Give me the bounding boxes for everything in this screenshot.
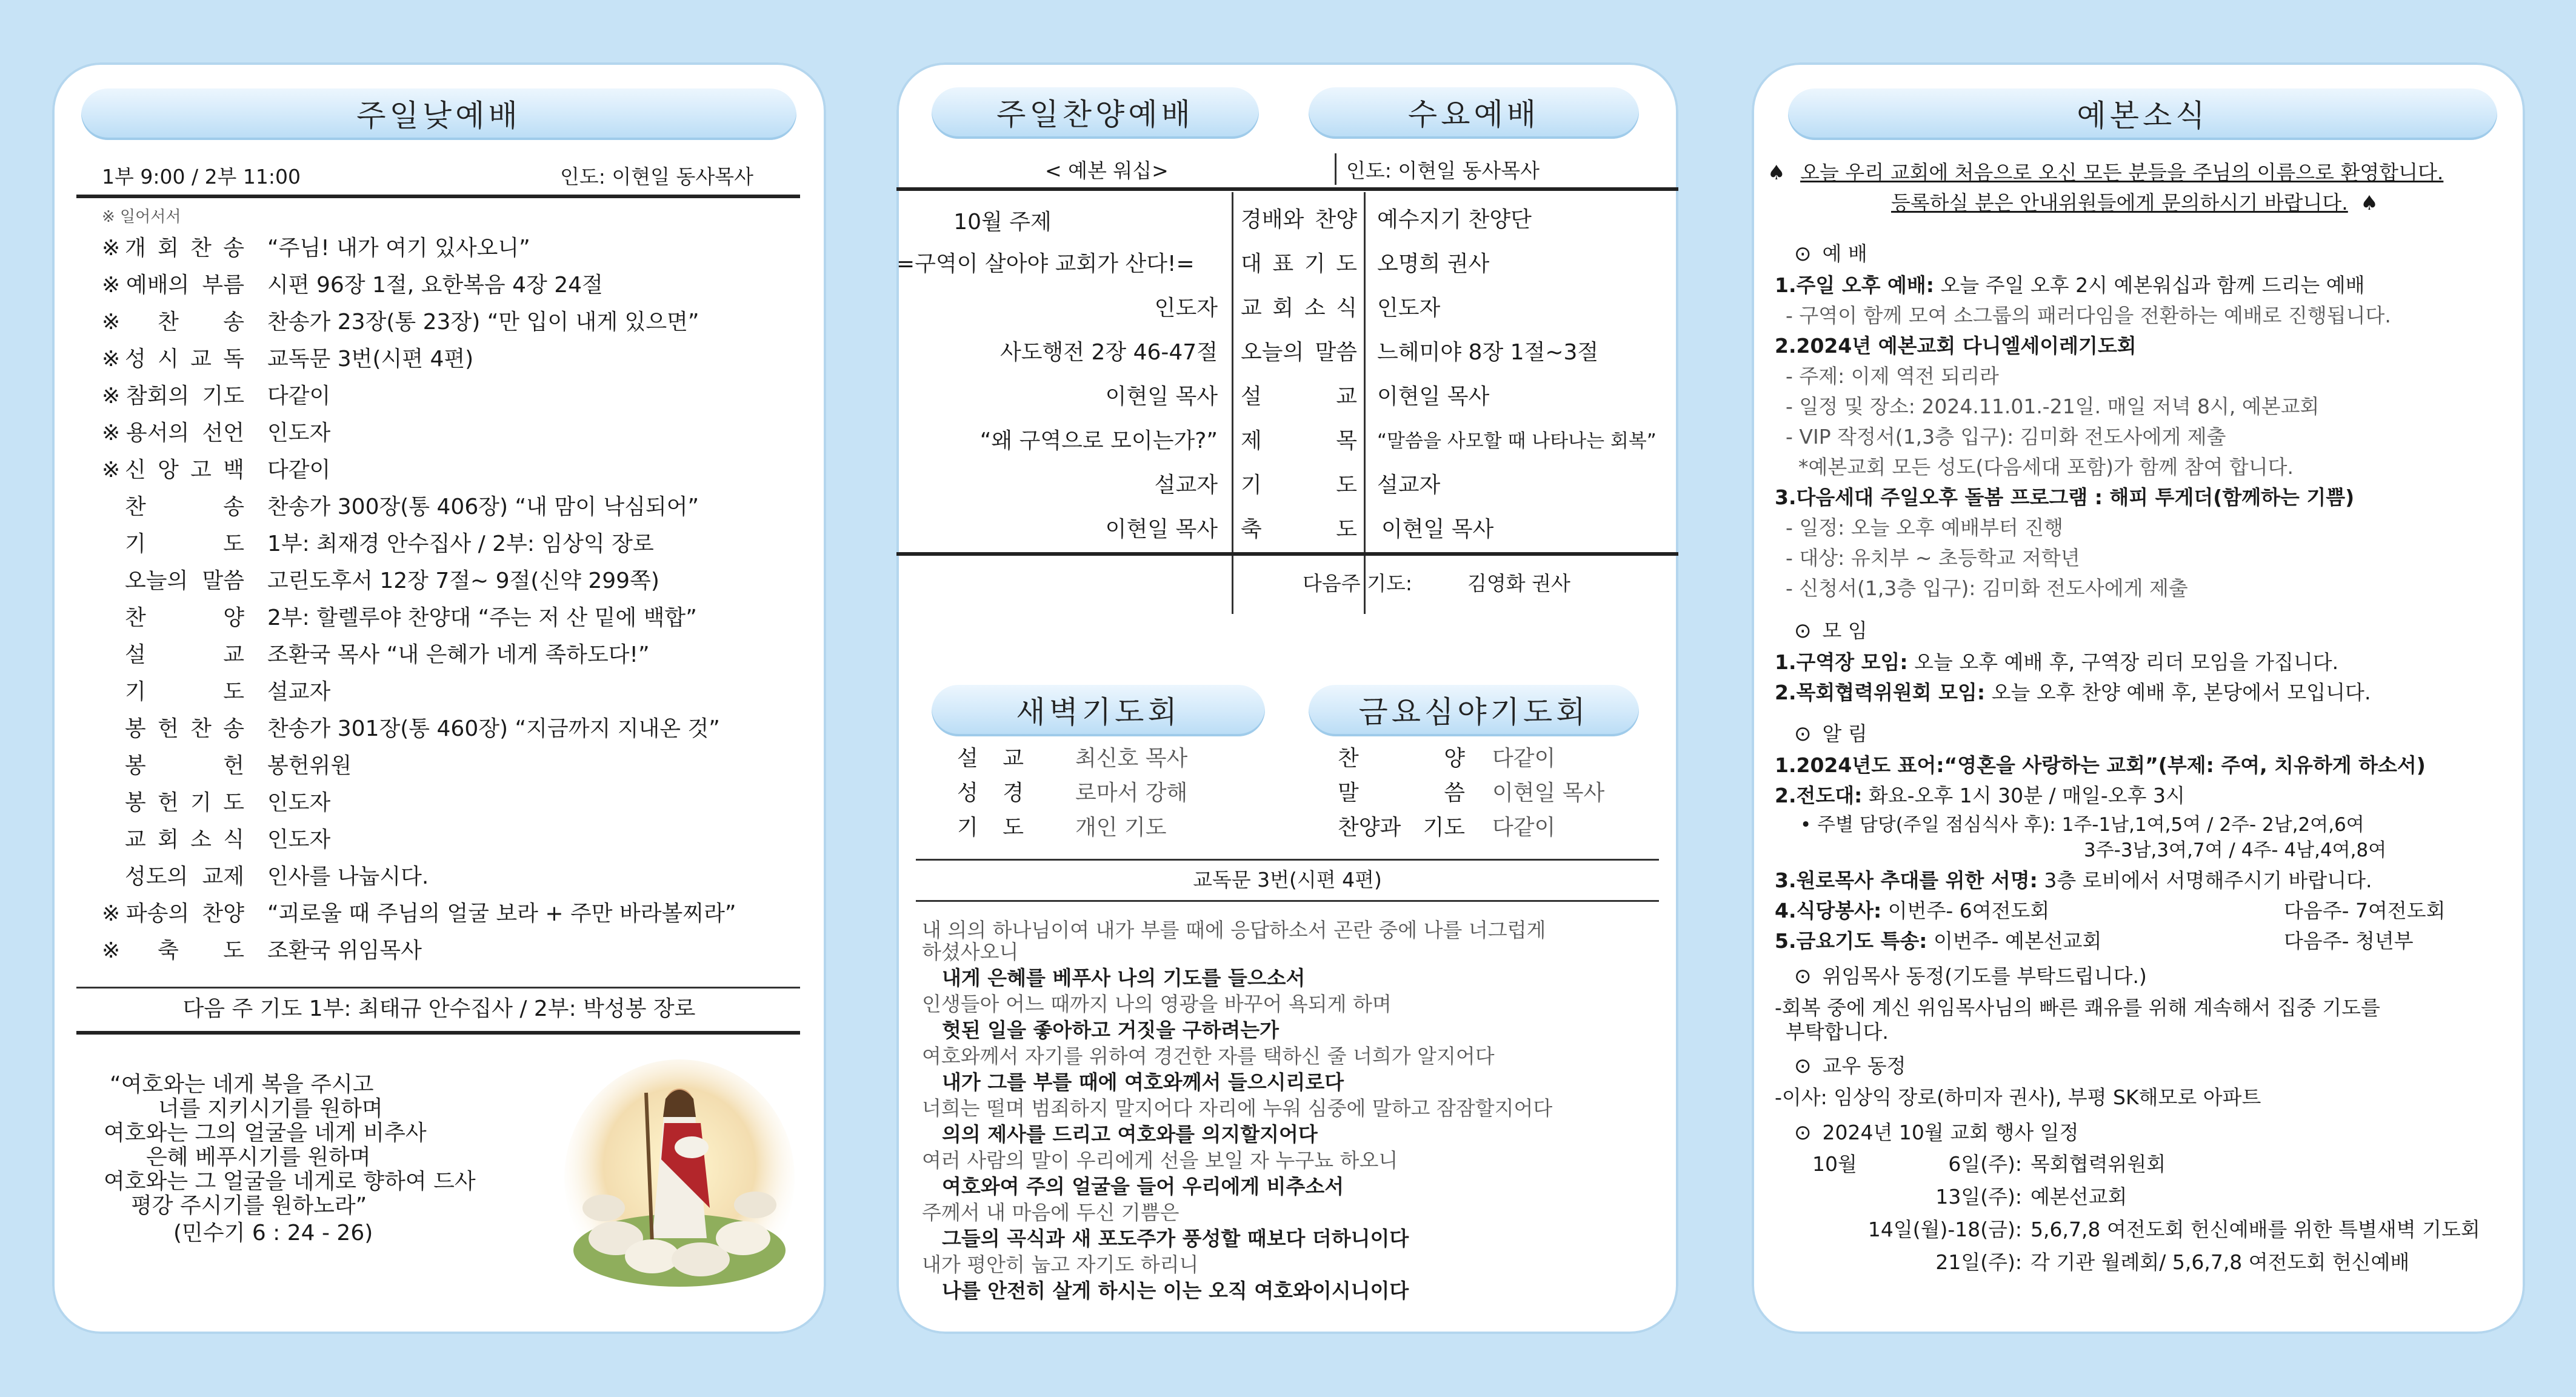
pastor-news-text: -회복 중에 계신 위임목사님의 빠른 쾌유를 위해 계속해서 집중 기도를 [1775, 996, 2380, 1019]
reading-line: 내게 은혜를 베푸사 나의 기도를 들으소서 [942, 966, 1306, 990]
reading-line: 여호와께서 자기를 위하여 경건한 자를 택하신 줄 너희가 알지어다 [922, 1044, 1495, 1068]
order-row: ※신 앙 고 백 다같이 [102, 458, 331, 482]
verse-line: 여호와는 그의 얼굴을 네게 비추사 [104, 1121, 427, 1145]
reading-line: 너희는 떨며 범죄하지 말지어다 자리에 누워 심중에 말하고 잠잠할지어다 [922, 1096, 1553, 1120]
worship-item-2-detail: - VIP 작정서(1,3층 입구): 김미화 전도사에게 제출 [1786, 425, 2226, 448]
worship-item-3: 3.다음세대 주일오후 돌봄 프로그램 : 해피 투게더(함께하는 기쁨) [1775, 485, 2355, 509]
wednesday-value: 설교자 [1377, 473, 1441, 498]
section-title-church-news: 예본소식 [1788, 87, 2497, 140]
wednesday-value: 예수지기 찬양단 [1377, 207, 1532, 232]
heading-member-news: ⊙ 교우 동정 [1794, 1053, 1906, 1079]
service-leader: 인도: 이현일 동사목사 [560, 165, 753, 188]
order-row: ※참회의 기도 다같이 [102, 384, 331, 408]
order-row: 교 회 소 식 인도자 [125, 827, 331, 852]
section-title-wednesday: 수요예배 [1309, 85, 1639, 139]
worship-evening-panel: 주일찬양예배 수요예배 < 예본 워십> 인도: 이현일 동사목사 10월 주제 =구역이 살아야 교회가 산다!= 인도자 사도행전 2장 46-47절 이현일 목사 “왜 구역으로 모이는가?” 설교자 이현일 목사 경배와 찬양 대 표 기 도 교 회 소 식 오늘의 말씀 설 교 제 목 기 도 축 도 예수지기 찬양단 오명희 권사 인도자 느헤미야 8장 1절~3절 이현일 목사 “말씀을 사모할 때 나타나는 회복” 설교자 이현일 목사 다음주 기도: 김영화 권사 새벽기도회 금요심야기도회 설 교 최신호 목사 성 경 로마서 강해 기 도 개인 기도 찬 양 다같이 말 씀 이현일 목사 찬양과 기도 다같이 교독문 3번(시편 4편) 내 의의 하나님이여 내가 부를 때에 응답하소서 곤란 중에 나를 너그럽게 하셨사오니 내게 은혜를 베푸사 나의 기도를 들으소서 인생들아 어느 때까지 나의 영광을 바꾸어 욕되게 하며 헛된 일을 좋아하고 거짓을 구하려는가 여호와께서 자기를 위하여 경건한 자를 택하신 줄 너희가 알지어다 내가 그를 부를 때에 여호와께서 들으시리로다 너희는 떨며 범죄하지 말지어다 자리에 누워 심중에 말하고 잠잠할지어다 의의 제사를 드리고 여호와를 의지할지어다 여러 사람의 말이 우리에게 선을 보일 자 누구뇨 하오니 여호와여 주의 얼굴을 들어 우리에게 비추소서 주께서 내 마음에 두신 기쁨은 그들의 곡식과 새 포도주가 풍성할 때보다 더하니이다 내가 평안히 눕고 자기도 하리니 나를 안전히 살게 하시는 이는 오직 여호와이시니이다 [896, 62, 1678, 1334]
order-row: ※축 도 조환국 위임목사 [102, 938, 422, 963]
verse-line: “여호와는 네게 복을 주시고 [110, 1072, 374, 1097]
praise-cell: 이현일 목사 [1105, 384, 1218, 409]
worship-item-1-detail: - 구역이 함께 모여 소그룹의 패러다임을 전환하는 예배로 진행됩니다. [1786, 304, 2391, 327]
spade-icon: ♠ [2360, 191, 2378, 215]
wednesday-label: 교 회 소 식 [1241, 296, 1357, 321]
divider [896, 552, 1678, 556]
notice-item-4: 4.식당봉사: 이번주- 6여전도회 [1775, 899, 2050, 922]
next-prayer-label: 다음주 기도: [1303, 572, 1412, 595]
section-title-friday-prayer: 금요심야기도회 [1309, 683, 1639, 736]
order-row: 성도의 교제 인사를 나눕시다. [125, 864, 429, 889]
order-row: 봉 헌 기 도 인도자 [125, 790, 331, 815]
event-row: 21일(주): 각 기관 월례회/ 5,6,7,8 여전도회 헌신예배 [1935, 1250, 2410, 1274]
heading-pastor-news: ⊙ 위임목사 동정(기도를 부탁드립니다.) [1794, 963, 2147, 990]
praise-cell: 설교자 [1154, 473, 1218, 498]
wednesday-value: 인도자 [1377, 296, 1441, 321]
sub-heading-worship: < 예본 워십> [1045, 159, 1169, 182]
praise-cell: 10월 주제 [953, 210, 1052, 235]
order-row: ※개 회 찬 송 “주님! 내가 여기 있사오니” [102, 236, 530, 261]
events-month: 10월 [1812, 1152, 1857, 1176]
divider [1335, 153, 1336, 185]
reading-line: 주께서 내 마음에 두신 기쁨은 [922, 1201, 1180, 1224]
sub-heading-leader: 인도: 이현일 동사목사 [1346, 159, 1540, 182]
notice-item-1: 1.2024년도 표어:“영혼을 사랑하는 교회”(부제: 주여, 치유하게 하소서) [1775, 753, 2426, 777]
divider [916, 859, 1659, 861]
pastor-news-text: 부탁합니다. [1786, 1020, 1889, 1044]
verse-line: 은혜 베푸시기를 원하며 [146, 1145, 371, 1170]
event-row: 14일(월)-18(금): 5,6,7,8 여전도회 헌신예배를 위한 특별새벽 기도회 [1867, 1218, 2480, 1241]
heading-events: ⊙ 2024년 10월 교회 행사 일정 [1794, 1119, 2078, 1146]
reading-line: 그들의 곡식과 새 포도주가 풍성할 때보다 더하니이다 [942, 1227, 1409, 1250]
member-news-text: -이사: 임상익 장로(하미자 권사), 부평 SK해모로 아파트 [1775, 1085, 2261, 1109]
order-row: 찬 양 2부: 할렐루야 찬양대 “주는 저 산 밑에 백합” [125, 605, 697, 630]
reading-line: 하셨사오니 [922, 940, 1019, 964]
registration-message: 등록하실 분은 안내위원들에게 문의하시기 바랍니다. ♠ [1891, 191, 2378, 215]
church-news-panel [1752, 62, 2525, 1334]
next-prayer-name: 김영화 권사 [1467, 572, 1570, 595]
order-row: 기 도 설교자 [125, 679, 331, 704]
order-row: 봉 헌 봉헌위원 [125, 753, 352, 778]
heading-meetings: ⊙ 모 임 [1794, 618, 1867, 644]
spade-icon: ♠ [1767, 161, 1786, 184]
reading-line: 내가 평안히 눕고 자기도 하리니 [922, 1253, 1199, 1276]
worship-item-3-detail: - 대상: 유치부 ~ 초등학교 저학년 [1786, 546, 2080, 570]
praise-cell: 사도행전 2장 46-47절 [999, 340, 1218, 365]
divider [76, 195, 800, 198]
order-row: 봉 헌 찬 송 찬송가 301장(통 460장) “지금까지 지내온 것” [125, 716, 720, 741]
notice-item-2-detail: 3주-3남,3여,7여 / 4주- 4남,4여,8여 [2084, 839, 2387, 861]
verse-line: 너를 지키시기를 원하며 [158, 1096, 383, 1121]
responsive-reading-title: 교독문 3번(시편 4편) [1193, 868, 1382, 892]
section-title-sunday-praise: 주일찬양예배 [932, 85, 1259, 139]
section-title-sunday-worship: 주일낮예배 [81, 87, 796, 140]
meeting-item-1: 1.구역장 모임: 오늘 오후 예배 후, 구역장 리더 모임을 가집니다. [1775, 650, 2339, 674]
notice-item-4-next: 다음주- 7여전도회 [2284, 899, 2446, 922]
reading-line: 인생들아 어느 때까지 나의 영광을 바꾸어 욕되게 하며 [922, 992, 1392, 1016]
reading-line: 내 의의 하나님이여 내가 부를 때에 응답하소서 곤란 중에 나를 너그럽게 [922, 918, 1546, 942]
heading-notices: ⊙ 알 림 [1794, 721, 1867, 747]
next-week-prayer: 다음 주 기도 1부: 최태규 안수집사 / 2부: 박성봉 장로 [182, 996, 696, 1021]
wednesday-label: 설 교 [1241, 384, 1357, 409]
order-row: 설 교 조환국 목사 “내 은혜가 네게 족하도다!” [125, 642, 650, 667]
wednesday-label: 제 목 [1241, 428, 1357, 453]
praise-cell: 인도자 [1154, 296, 1218, 321]
worship-item-3-detail: - 일정: 오늘 오후 예배부터 진행 [1786, 516, 2064, 539]
order-row: ※예배의 부름 시편 96장 1절, 요한복음 4장 24절 [102, 273, 603, 298]
divider [1364, 192, 1366, 614]
divider [76, 987, 800, 989]
wednesday-label: 대 표 기 도 [1241, 252, 1357, 276]
worship-item-2: 2.2024년 예본교회 다니엘세이레기도회 [1775, 334, 2137, 358]
reading-line: 여러 사람의 말이 우리에게 선을 보일 자 누구뇨 하오니 [922, 1149, 1398, 1172]
wednesday-value: 이현일 목사 [1377, 384, 1490, 409]
verse-line: (민수기 6 : 24 - 26) [173, 1221, 373, 1245]
wednesday-label: 기 도 [1241, 473, 1357, 498]
divider [1232, 192, 1233, 614]
heading-worship: ⊙ 예 배 [1794, 241, 1867, 267]
worship-sunday-panel [52, 62, 826, 1334]
divider [896, 187, 1678, 191]
notice-item-2: 2.전도대: 화요-오후 1시 30분 / 매일-오후 3시 [1775, 784, 2185, 807]
standing-note: ※ 일어서서 [102, 208, 181, 226]
event-row: 13일(주): 예본선교회 [1935, 1185, 2127, 1209]
worship-item-3-detail: - 신청서(1,3층 입구): 김미화 전도사에게 제출 [1786, 576, 2188, 600]
notice-item-5: 5.금요기도 특송: 이번주- 예본선교회 [1775, 929, 2102, 953]
service-times: 1부 9:00 / 2부 11:00 [102, 165, 301, 188]
section-title-dawn-prayer: 새벽기도회 [932, 683, 1265, 736]
worship-item-1: 1.주일 오후 예배: 오늘 주일 오후 2시 예본워십과 함께 드리는 예배 [1775, 273, 2365, 297]
order-row: 찬 송 찬송가 300장(통 406장) “내 맘이 낙심되어” [125, 495, 699, 519]
worship-item-2-detail: *예본교회 모든 성도(다음세대 포함)가 함께 참여 합니다. [1786, 455, 2294, 479]
wednesday-value: 이현일 목사 [1381, 517, 1494, 542]
verse-line: 평강 주시기를 원하노라” [131, 1193, 367, 1218]
meeting-item-2: 2.목회협력위원회 모임: 오늘 오후 찬양 예배 후, 본당에서 모입니다. [1775, 681, 2371, 704]
praise-cell: =구역이 살아야 교회가 산다!= [896, 252, 1195, 276]
wednesday-value: 오명희 권사 [1377, 252, 1490, 276]
verse-line: 여호와는 그 얼굴을 네게로 향하여 드사 [104, 1169, 476, 1194]
wednesday-value: 느헤미야 8장 1절~3절 [1377, 340, 1599, 365]
wednesday-label: 경배와 찬양 [1241, 207, 1357, 232]
order-row: ※파송의 찬양 “괴로울 때 주님의 얼굴 보라 + 주만 바라볼찌라” [102, 901, 736, 926]
reading-line: 헛된 일을 좋아하고 거짓을 구하려는가 [942, 1018, 1280, 1042]
order-row: 기 도 1부: 최재경 안수집사 / 2부: 임상익 장로 [125, 532, 654, 556]
welcome-message: ♠ 오늘 우리 교회에 처음으로 오신 모든 분들을 주님의 이름으로 환영합니다. [1767, 161, 2444, 184]
notice-item-2-detail: • 주별 담당(주일 점심식사 후): 1주-1남,1여,5여 / 2주- 2남,2여,6여 [1800, 814, 2364, 836]
order-row: 오늘의 말씀 고린도후서 12장 7절~ 9절(신약 299쪽) [125, 568, 659, 593]
order-row: ※찬 송 찬송가 23장(통 23장) “만 입이 내게 있으면” [102, 310, 699, 335]
order-row: ※성 시 교 독 교독문 3번(시편 4편) [102, 347, 474, 372]
wednesday-label: 오늘의 말씀 [1241, 340, 1357, 365]
worship-item-2-detail: - 일정 및 장소: 2024.11.01.-21일. 매일 저녁 8시, 예본교회 [1786, 395, 2320, 418]
reading-line: 여호와여 주의 얼굴을 들어 우리에게 비추소서 [942, 1175, 1344, 1198]
praise-cell: 이현일 목사 [1105, 517, 1218, 542]
shepherd-illustration [561, 1056, 798, 1299]
reading-line: 나를 안전히 살게 하시는 이는 오직 여호와이시니이다 [942, 1279, 1409, 1302]
divider [916, 900, 1659, 902]
worship-item-2-detail: - 주제: 이제 역전 되리라 [1786, 364, 1999, 388]
notice-item-3: 3.원로목사 추대를 위한 서명: 3층 로비에서 서명해주시기 바랍니다. [1775, 869, 2372, 892]
reading-line: 내가 그를 부를 때에 여호와께서 들으시리로다 [942, 1070, 1344, 1094]
reading-line: 의의 제사를 드리고 여호와를 의지할지어다 [942, 1122, 1318, 1146]
wednesday-label: 축 도 [1241, 517, 1357, 542]
divider [76, 1031, 800, 1035]
order-row: ※용서의 선언 인도자 [102, 421, 331, 445]
event-row: 6일(주): 목회협력위원회 [1948, 1152, 2166, 1176]
praise-cell: “왜 구역으로 모이는가?” [979, 428, 1218, 453]
notice-item-5-next: 다음주- 청년부 [2284, 929, 2414, 953]
wednesday-value: “말씀을 사모할 때 나타나는 회복” [1377, 430, 1657, 452]
